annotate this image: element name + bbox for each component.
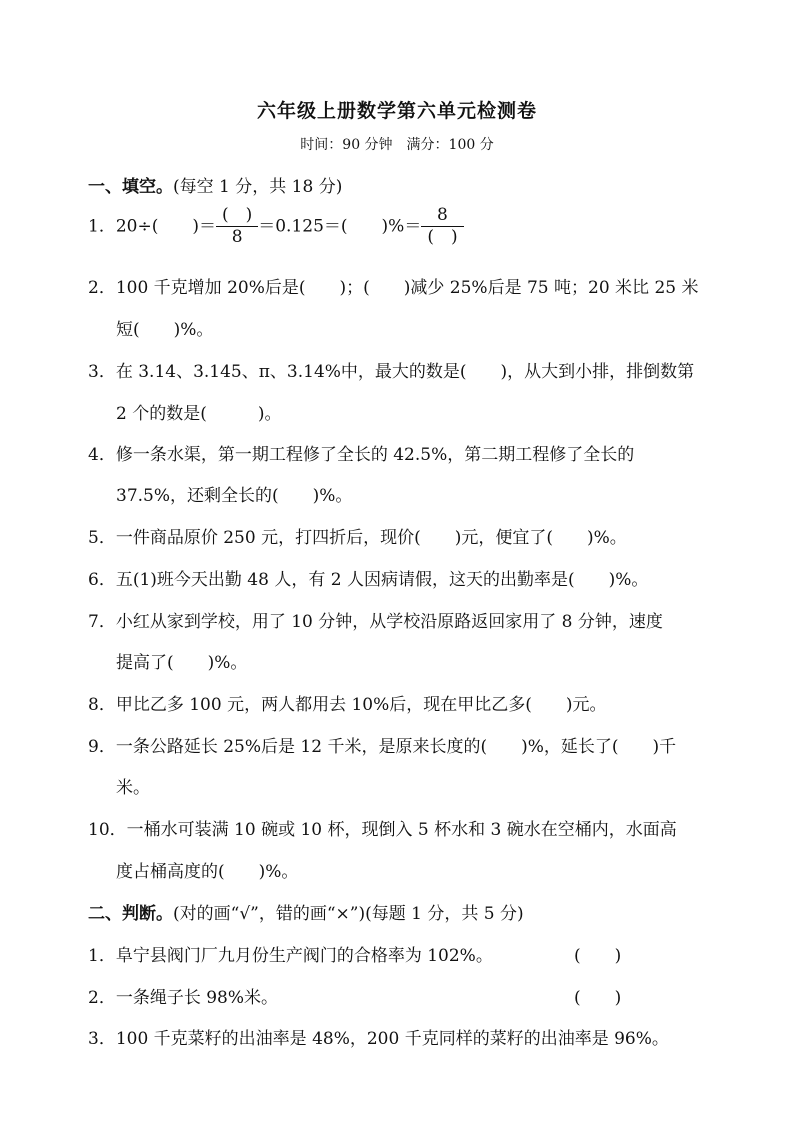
question-8: 8．甲比乙多 100 元，两人都用去 10%后，现在甲比乙多( )元。	[88, 695, 607, 715]
question-2-line-1: 2．100 千克增加 20%后是( )；( )减少 25%后是 75 吨；20 米比 25 米	[88, 278, 699, 298]
judge-2-text: 2．一条绳子长 98%米。	[88, 988, 279, 1008]
judge-3-text: 3．100 千克菜籽的出油率是 48%，200 千克同样的菜籽的出油率是 96%。	[88, 1029, 669, 1049]
judge-1-answer-box[interactable]: ( )	[574, 946, 622, 966]
question-10-line-2: 度占桶高度的( )%。	[116, 862, 299, 882]
section-1-note: (每空 1 分，共 18 分)	[173, 177, 343, 197]
judge-2-answer-box[interactable]: ( )	[574, 988, 622, 1008]
question-4-line-2: 37.5%，还剩全长的( )%。	[116, 486, 353, 506]
question-2-line-2: 短( )%。	[116, 320, 214, 340]
section-2-title: 二、判断。	[88, 904, 173, 924]
fraction-2-numerator: 8	[421, 205, 463, 227]
question-1-part-b: ＝0.125＝( )%＝	[258, 216, 422, 237]
question-9-line-2: 米。	[116, 778, 150, 798]
fraction-2-denominator: ( )	[427, 227, 458, 248]
question-7-line-2: 提高了( )%。	[116, 653, 248, 673]
question-5: 5．一件商品原价 250 元，打四折后，现价( )元，便宜了( )%。	[88, 528, 627, 548]
judge-1-text: 1．阜宁县阀门厂九月份生产阀门的合格率为 102%。	[88, 946, 493, 966]
question-6: 6．五(1)班今天出勤 48 人，有 2 人因病请假，这天的出勤率是( )%。	[88, 570, 649, 590]
question-1-number: 1．	[88, 216, 116, 237]
question-1-fraction-2	[421, 205, 463, 249]
page-subtitle: 时间：90 分钟 满分：100 分	[300, 137, 494, 153]
question-7-line-1: 7．小红从家到学校，用了 10 分钟，从学校沿原路返回家用了 8 分钟，速度	[88, 612, 663, 632]
question-4-line-1: 4．修一条水渠，第一期工程修了全长的 42.5%，第二期工程修了全长的	[88, 445, 635, 465]
section-1-heading	[88, 172, 342, 197]
fraction-1-numerator: ( )	[216, 205, 258, 227]
question-1-fraction-1	[216, 205, 258, 249]
section-1-title: 一、填空。	[88, 177, 173, 197]
question-3-line-1: 3．在 3.14、3.145、π、3.14%中，最大的数是( )，从大到小排，排倒数第	[88, 362, 695, 382]
question-10-line-1: 10．一桶水可装满 10 碗或 10 杯，现倒入 5 杯水和 3 碗水在空桶内，水面高	[88, 820, 677, 840]
question-3-line-2: 2 个的数是( )。	[116, 404, 282, 424]
question-9-line-1: 9．一条公路延长 25%后是 12 千米，是原来长度的( )%，延长了( )千	[88, 737, 677, 757]
page-title: 六年级上册数学第六单元检测卷	[256, 100, 537, 122]
question-1-part-a: 20÷( )＝	[115, 216, 216, 237]
question-1	[88, 205, 464, 249]
section-2-heading	[88, 899, 524, 924]
section-2-note: (对的画“√”，错的画“×”)(每题 1 分，共 5 分)	[173, 904, 524, 924]
fraction-1-denominator: 8	[231, 227, 243, 248]
